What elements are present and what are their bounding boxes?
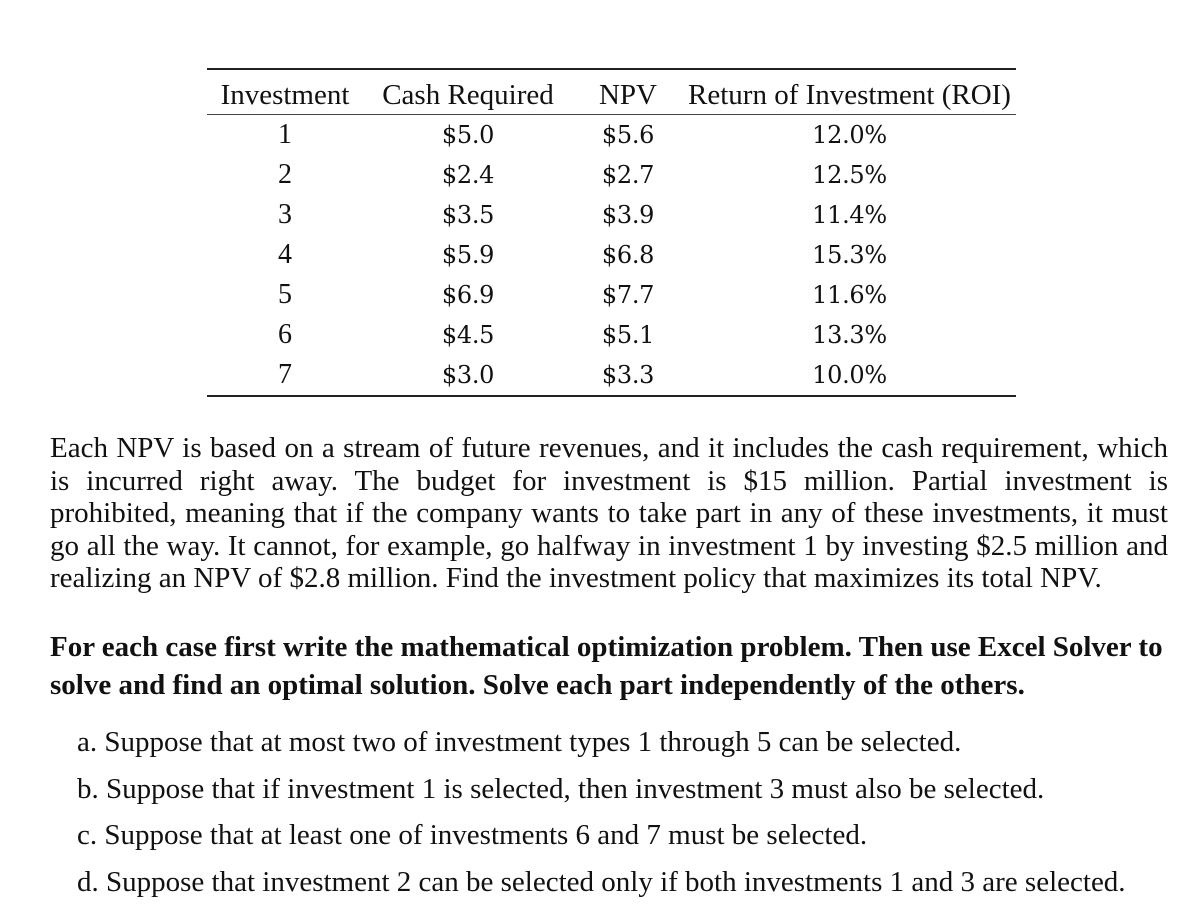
cell-cash: $3.0	[441, 361, 495, 389]
instruction-text: For each case first write the mathematical optimization problem. Then use Excel Solver to solve and find an optimal solution. Solve each part independently of the others.	[50, 631, 1163, 701]
cell-investment: 7	[278, 359, 292, 390]
cell-roi: 12.0%	[812, 121, 887, 149]
list-item: c. Suppose that at least one of investments 6 and 7 must be selected.	[77, 819, 868, 851]
cell-roi: 11.6%	[812, 281, 887, 309]
cell-cash: $5.9	[441, 241, 495, 269]
table-row	[207, 155, 1016, 195]
table-row	[207, 195, 1016, 235]
cell-investment: 3	[278, 199, 292, 230]
header-npv: NPV	[573, 70, 683, 115]
investment-data-table	[207, 70, 1016, 395]
list-item: a. Suppose that at most two of investment types 1 through 5 can be selected.	[77, 726, 962, 758]
header-cash-required: Cash Required	[363, 70, 573, 115]
cell-npv: $5.1	[601, 321, 655, 349]
cell-roi: 12.5%	[812, 161, 887, 189]
cell-cash: $4.5	[441, 321, 495, 349]
cell-cash: $3.5	[441, 201, 495, 229]
description-paragraph: Each NPV is based on a stream of future revenues, and it includes the cash requirement, which is incurred right away. The budget for investment is $15 million. Partial investment is prohibited, meaning that if the company wants to take part in any of these investments, it must go all the way. It cannot, for example, go halfway in investment 1 by investing $2.5 million and realizing an NPV of $2.8 million. Find the investment policy that maximizes its total NPV.	[50, 432, 1168, 594]
cell-cash: $6.9	[441, 281, 495, 309]
cell-npv: $5.6	[601, 121, 655, 149]
list-item: b. Suppose that if investment 1 is selected, then investment 3 must also be selected.	[77, 772, 1045, 805]
cell-roi: 10.0%	[812, 361, 887, 389]
problem-parts-list	[77, 722, 1177, 908]
table-row	[207, 235, 1016, 275]
cell-npv: $3.9	[601, 201, 655, 229]
cell-roi: 15.3%	[812, 241, 887, 269]
cell-cash: $5.0	[441, 121, 495, 149]
cell-roi: 11.4%	[812, 201, 887, 229]
cell-npv: $2.7	[601, 161, 655, 189]
problem-description	[50, 432, 1168, 595]
table-row	[207, 115, 1016, 156]
cell-investment: 2	[278, 159, 292, 190]
table-row	[207, 315, 1016, 355]
cell-investment: 4	[278, 239, 292, 270]
table-header-row	[207, 70, 1016, 115]
header-investment: Investment	[207, 70, 363, 115]
table-row	[207, 355, 1016, 395]
cell-npv: $3.3	[601, 361, 655, 389]
cell-roi: 13.3%	[812, 321, 887, 349]
investment-table	[207, 68, 1016, 397]
header-roi: Return of Investment (ROI)	[683, 70, 1016, 115]
cell-investment: 6	[278, 319, 292, 350]
cell-investment: 1	[278, 119, 292, 150]
list-item: d. Suppose that investment 2 can be selected only if both investments 1 and 3 are selected.	[77, 865, 1126, 898]
cell-investment: 5	[278, 279, 292, 310]
cell-cash: $2.4	[441, 161, 495, 189]
table-row	[207, 275, 1016, 315]
cell-npv: $7.7	[601, 281, 655, 309]
cell-npv: $6.8	[601, 241, 655, 269]
